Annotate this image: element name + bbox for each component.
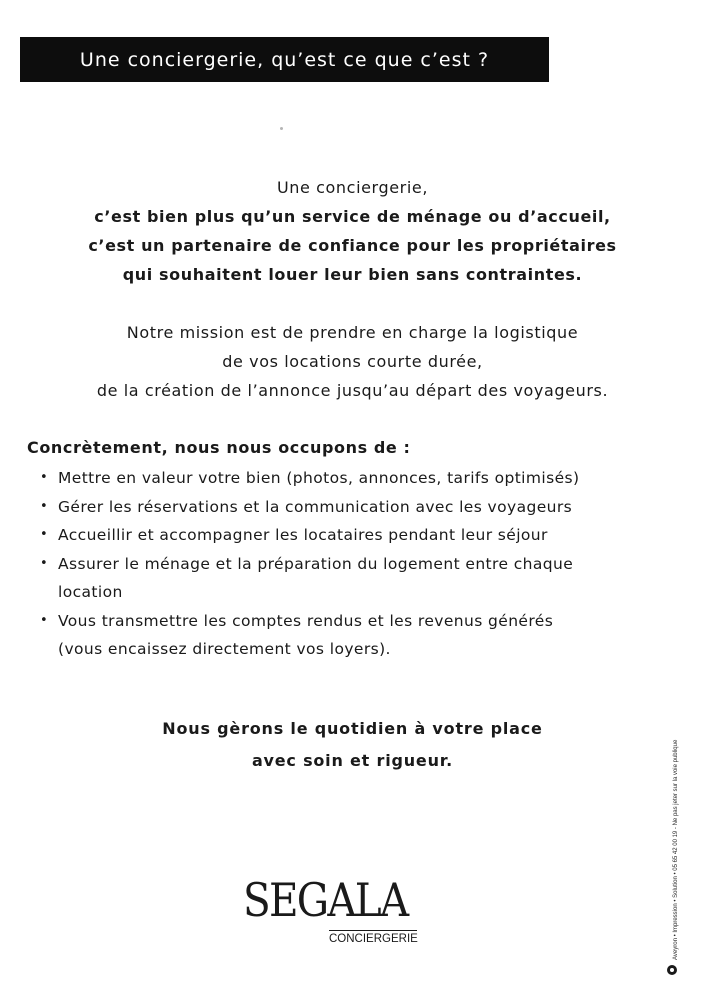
printer-imprint: [663, 720, 681, 980]
list-item-text-continued: location: [58, 583, 123, 601]
mission-line-2: de vos locations courte durée,: [222, 352, 483, 371]
segala-logo: [243, 870, 418, 955]
logo-rule: [329, 930, 417, 931]
list-item: [40, 607, 680, 664]
list-item: [40, 521, 680, 550]
list-item: [40, 493, 680, 522]
services-heading: Concrètement, nous nous occupons de :: [27, 438, 411, 457]
intro-line-1: Une conciergerie,: [276, 178, 429, 197]
closing-line-1: Nous gèrons le quotidien à votre place: [162, 719, 543, 738]
list-item-text: • Gérer les réservations et la communication avec les voyageurs: [58, 497, 573, 516]
list-item-text-continued: (vous encaissez directement vos loyers).: [58, 640, 391, 658]
scan-speck: [280, 127, 283, 130]
page-title-bar: [20, 37, 549, 82]
list-item-text: • Accueillir et accompagner les locataires pendant leur séjour: [58, 526, 548, 544]
page-title: Une conciergerie, qu’est ce que c’est ?: [79, 48, 490, 71]
closing-block: [0, 713, 705, 777]
logo-wordmark: SEGALA: [243, 873, 408, 927]
intro-line-4: qui souhaitent louer leur bien sans contraintes.: [122, 265, 583, 284]
services-list: [40, 464, 680, 664]
imprint-text: Aveyron • Impression • Solution • 05 65 42 00 19 - Ne pas jeter sur la voie publique: [673, 739, 679, 960]
list-item-text: • Mettre en valeur votre bien (photos, annonces, tarifs optimisés): [58, 469, 580, 487]
closing-line-2: avec soin et rigueur.: [251, 751, 454, 770]
list-item: [40, 464, 680, 493]
logo-subtitle: CONCIERGERIE: [329, 933, 418, 945]
mission-line-1: Notre mission est de prendre en charge la logistique: [126, 323, 579, 342]
intro-line-3: c’est un partenaire de confiance pour les propriétaires: [88, 236, 617, 255]
intro-line-2: c’est bien plus qu’un service de ménage ou d’accueil,: [94, 207, 611, 226]
list-item-text: • Assurer le ménage et la préparation du logement entre chaque: [58, 554, 574, 573]
mission-block: [0, 318, 705, 405]
printer-logo-icon: [667, 965, 677, 975]
list-item: [40, 550, 680, 607]
intro-block: [0, 173, 705, 289]
mission-line-3: de la création de l’annonce jusqu’au départ des voyageurs.: [96, 381, 609, 400]
list-item-text: • Vous transmettre les comptes rendus et les revenus générés: [58, 611, 554, 630]
